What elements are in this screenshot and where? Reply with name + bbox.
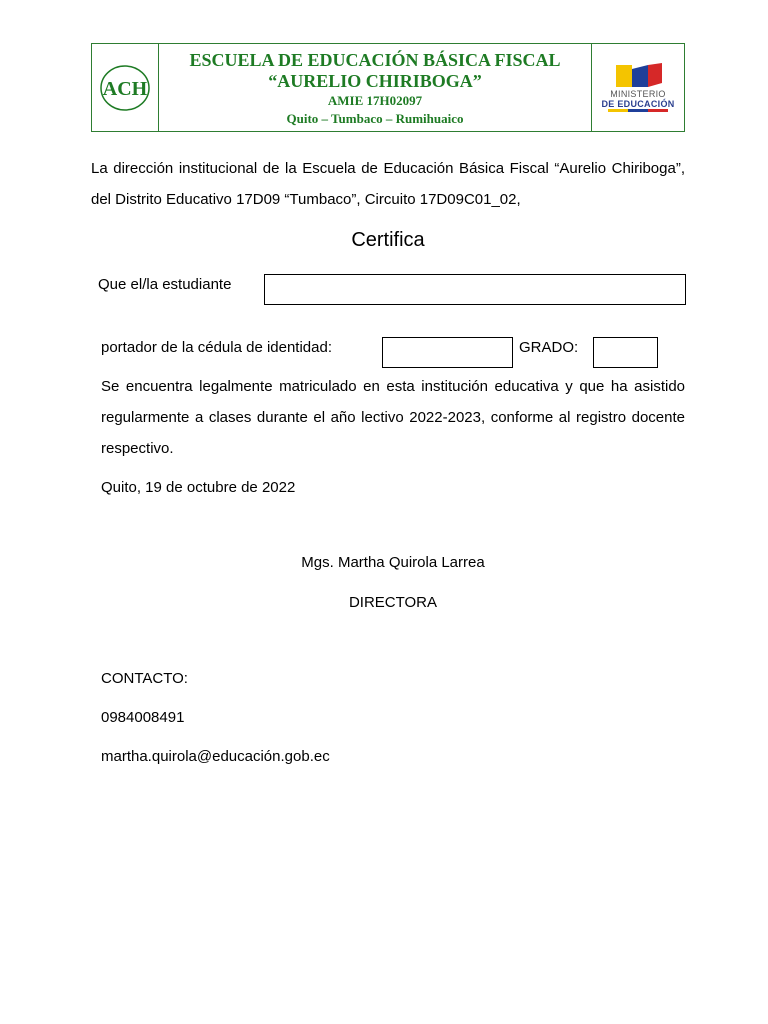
ministry-underline-icon bbox=[608, 109, 668, 113]
issue-date: Quito, 19 de octubre de 2022 bbox=[101, 479, 296, 496]
ministry-logo-cell bbox=[591, 44, 684, 131]
student-label: Que el/la estudiante bbox=[98, 276, 232, 293]
ministry-name: MINISTERIO DE EDUCACIÓN bbox=[601, 88, 675, 109]
contact-phone: 0984008491 bbox=[101, 709, 185, 726]
letterhead bbox=[91, 43, 685, 132]
school-name-line1: ESCUELA DE EDUCACIÓN BÁSICA FISCAL bbox=[189, 50, 561, 70]
intro-paragraph: La dirección institucional de la Escuela de Educación Básica Fiscal “Aurelio Chiriboga”, del Distrito Educativo 17D09 “Tumbaco”, Circuito 17D09C01_02, bbox=[91, 160, 685, 208]
grade-label: GRADO: bbox=[519, 339, 579, 356]
contact-label: CONTACTO: bbox=[101, 670, 188, 687]
school-name-line2: “AURELIO CHIRIBOGA” bbox=[268, 71, 482, 91]
school-title-block bbox=[159, 44, 591, 131]
contact-email[interactable]: martha.quirola@educación.gob.ec bbox=[101, 748, 330, 765]
student-name-field[interactable] bbox=[264, 274, 686, 305]
amie-code: AMIE 17H02097 bbox=[327, 93, 423, 108]
certificate-heading: Certifica bbox=[351, 229, 425, 251]
signer-name: Mgs. Martha Quirola Larrea bbox=[301, 554, 485, 571]
svg-text:ACH: ACH bbox=[102, 77, 148, 100]
id-number-field[interactable] bbox=[382, 337, 513, 368]
school-logo-icon bbox=[98, 61, 152, 115]
id-number-label: portador de la cédula de identidad: bbox=[101, 339, 333, 356]
school-location: Quito – Tumbaco – Rumihuaico bbox=[286, 111, 464, 126]
signer-role: DIRECTORA bbox=[348, 594, 438, 611]
ministry-flag-icon bbox=[610, 63, 666, 89]
enrollment-paragraph: Se encuentra legalmente matriculado en esta institución educativa y que ha asistido regularmente a clases durante el año lectivo 2022-2023, conforme al registro docente respectivo. bbox=[101, 378, 685, 457]
grade-field[interactable] bbox=[593, 337, 658, 368]
school-logo-cell bbox=[92, 44, 159, 131]
